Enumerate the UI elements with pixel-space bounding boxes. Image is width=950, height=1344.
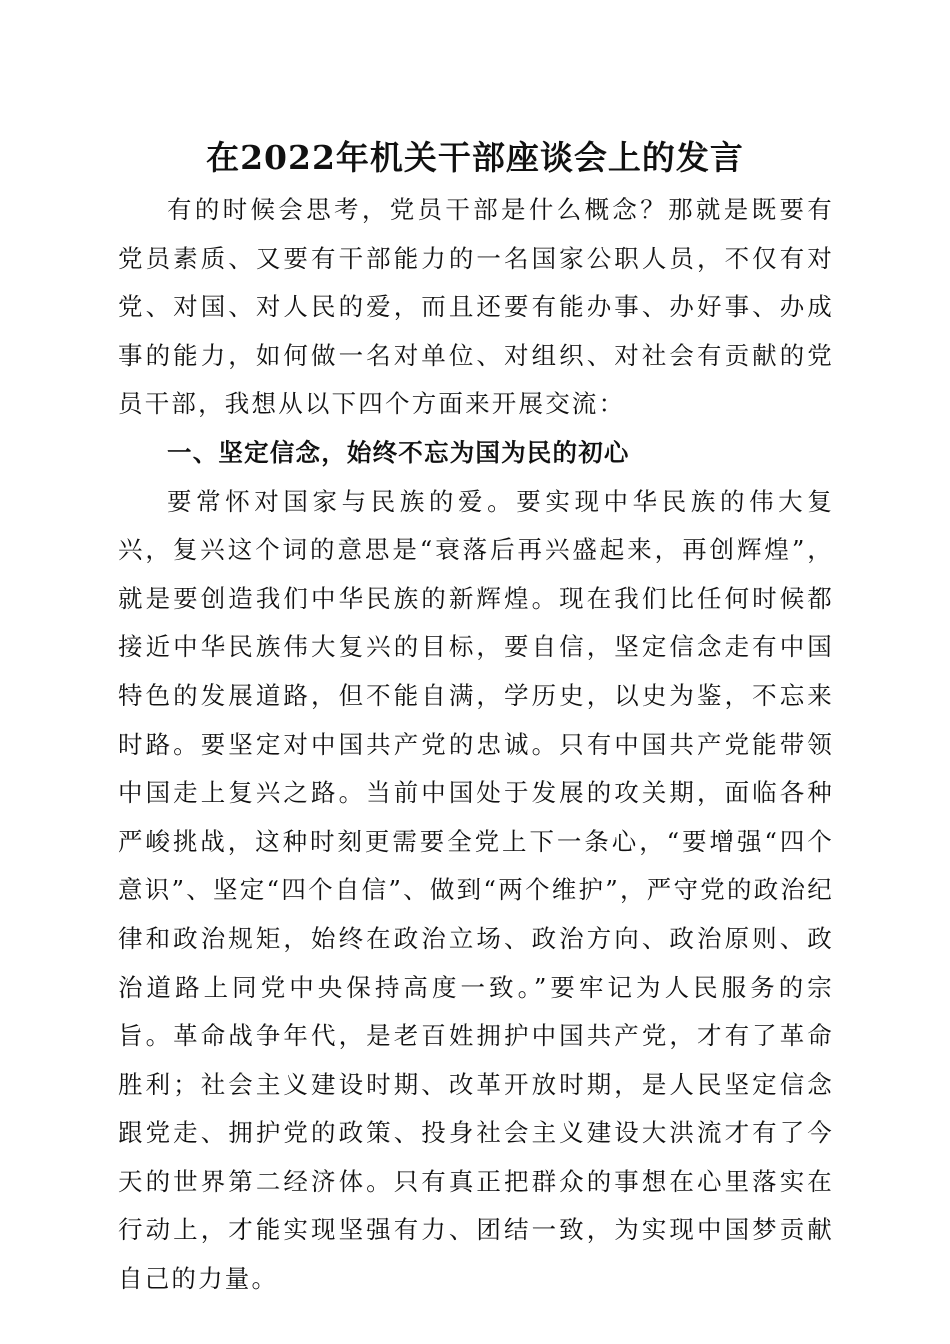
document-title: 在2022年机关干部座谈会上的发言 (206, 138, 744, 177)
section-heading: 一、坚定信念，始终不忘为国为民的初心 (167, 437, 630, 467)
section-paragraph: 要常怀对国家与民族的爱。要实现中华民族的伟大复兴，复兴这个词的意思是“衰落后再兴盛起来，再创辉煌”，就是要创造我们中华民族的新辉煌。现在我们比任何时候都接近中华民族伟大复兴的目标，要自信，坚定信念走有中国特色的发展道路，但不能自满，学历史，以史为鉴，不忘来时路。要坚定对中国共产党的忠诚。只有中国共产党能带领中国走上复兴之路。当前中国处于发展的攻关期，面临各种严峻挑战，这种时刻更需要全党上下一条心，“要增强“四个意识”、坚定“四个自信”、做到“两个维护”，严守党的政治纪律和政治规矩，始终在政治立场、政治方向、政治原则、政治道路上同党中央保持高度一致。”要牢记为人民服务的宗旨。革命战争年代，是老百姓拥护中国共产党，才有了革命胜利；社会主义建设时期、改革开放时期，是人民坚定信念跟党走、拥护党的政策、投身社会主义建设大洪流才有了今天的世界第二经济体。只有真正把群众的事想在心里落实在行动上，才能实现坚强有力、团结一致，为实现中国梦贡献自己的力量。 (118, 486, 834, 1294)
intro-paragraph: 有的时候会思考，党员干部是什么概念？那就是既要有党员素质、又要有干部能力的一名国家公职人员，不仅有对党、对国、对人民的爱，而且还要有能办事、办好事、办成事的能力，如何做一名对单位、对组织、对社会有贡献的党员干部，我想从以下四个方面来开展交流： (118, 195, 834, 419)
document-body (118, 186, 834, 1304)
